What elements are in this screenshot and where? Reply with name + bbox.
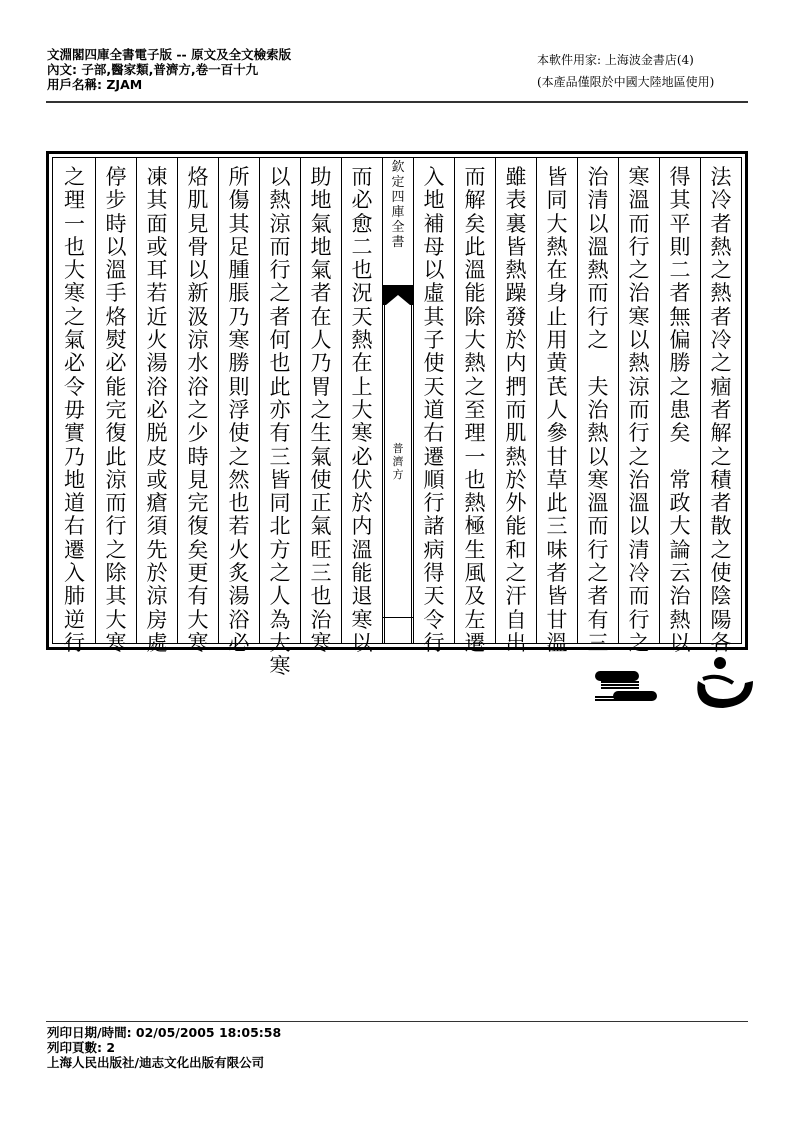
header-licensee: 本軟件用家: 上海波金書店(4): [537, 53, 694, 67]
publisher-credit: 上海人民出版社/迪志文化出版有限公司: [47, 1055, 265, 1070]
fold-rule: [383, 617, 413, 618]
text-column: 凍 其 面 或 耳 若 近 火 湯 浴 必 脱 皮 或 瘡 須 先 於 涼 房 處: [136, 158, 177, 643]
text-column: 入 地 補 母 以 虛 其 子 使 天 道 右 遷 順 行 諸 病 得 天 令 行: [413, 158, 454, 643]
text-column: 以 熱 涼 而 行 之 者 何 也 此 亦 有 三 皆 同 北 方 之 人 為 大 寒: [259, 158, 300, 643]
text-column: 治 清 以 溫 熱 而 行 之 夫 治 熱 以 寒 溫 而 行 之 者 有 三: [577, 158, 618, 643]
text-column: 得 其 平 則 二 者 無 偏 勝 之 患 矣 常 政 大 論 云 治 熱 以: [659, 158, 700, 643]
footer: [47, 1025, 281, 1070]
print-datetime: 列印日期/時間: 02/05/2005 18:05:58: [47, 1025, 282, 1040]
text-column: 而 必 愈 二 也 況 天 熱 在 上 大 寒 必 伏 於 内 溫 能 退 寒 以: [341, 158, 382, 643]
fishtail-mark-icon: [383, 285, 413, 305]
header-usage-restriction: (本產品僅限於中國大陸地區使用): [537, 75, 715, 89]
header-left: [47, 47, 291, 92]
header-right: [537, 49, 714, 93]
page-frame: [46, 151, 748, 679]
text-column: 停 步 時 以 溫 手 烙 熨 必 能 完 復 此 涼 而 行 之 除 其 大 寒: [95, 158, 136, 643]
text-column: 皆 同 大 熱 在 身 止 用 黄 芪 人 參 甘 草 此 三 味 者 皆 甘 溫: [536, 158, 577, 643]
text-column: 助 地 氣 地 氣 者 在 人 乃 胃 之 生 氣 使 正 氣 旺 三 也 治 寒: [300, 158, 341, 643]
text-columns: [52, 157, 742, 679]
header-content-path: 內文: 子部,醫家類,普濟方,卷一百十九: [47, 62, 259, 77]
text-column: 烙 肌 見 骨 以 新 汲 涼 水 浴 之 少 時 見 完 復 矣 更 有 大 寒: [177, 158, 218, 643]
header-divider: [46, 101, 748, 103]
text-column: 而 解 矣 此 溫 能 除 大 熱 之 至 理 一 也 熱 極 生 風 及 左 遷: [454, 158, 495, 643]
swirl-logo-icon: [697, 657, 753, 708]
books-logo-icon: [595, 671, 657, 701]
collection-title: 欽 定 四 庫 全 書: [391, 160, 405, 250]
text-column: 雖 表 裏 皆 熱 躁 發 於 内 捫 而 肌 熱 於 外 能 和 之 汗 自 出: [495, 158, 536, 643]
publisher-logo-icon: [593, 653, 758, 713]
text-column: 寒 溫 而 行 之 治 寒 以 熱 涼 而 行 之 治 溫 以 清 冷 而 行 之: [618, 158, 659, 643]
center-fold-column: [382, 158, 413, 643]
text-column: 之 理 一 也 大 寒 之 氣 必 令 毋 實 乃 地 道 右 遷 入 肺 逆 行: [64, 165, 85, 655]
book-title: 普 濟 方: [392, 442, 404, 481]
header-title: 文淵閣四庫全書電子版 -- 原文及全文檢索版: [47, 47, 292, 62]
text-column: 法 冷 者 熱 之 熱 者 冷 之 痼 者 解 之 積 者 散 之 使 陰 陽 各: [700, 158, 741, 643]
footer-divider: [46, 1021, 748, 1022]
text-column: 所 傷 其 足 腫 脹 乃 寒 勝 則 浮 使 之 然 也 若 火 炙 湯 浴 必: [218, 158, 259, 643]
print-page-count: 列印頁數: 2: [47, 1040, 116, 1055]
header-username: 用戶名稱: ZJAM: [47, 77, 143, 92]
